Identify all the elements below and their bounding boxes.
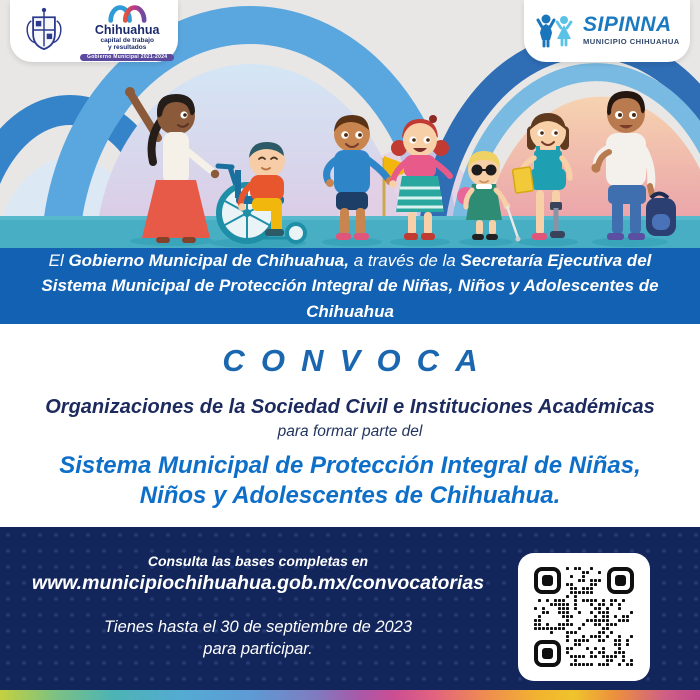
main-announcement bbox=[0, 324, 700, 527]
qr-code bbox=[518, 553, 650, 681]
chihuahua-logo-subtitle-1: capital de trabajo bbox=[100, 36, 154, 44]
footer-text-block bbox=[18, 553, 498, 661]
intro-banner bbox=[0, 248, 700, 324]
banner-bold-government: Gobierno Municipal de Chihuahua, bbox=[68, 250, 349, 270]
chihuahua-logo-ribbon: Gobierno Municipal 2021-2024 bbox=[80, 54, 174, 61]
connector-text: para formar parte del bbox=[277, 423, 423, 440]
footer-cta: Consulta las bases completas en bbox=[147, 553, 369, 569]
banner-lead: El bbox=[48, 250, 69, 270]
chihuahua-logo-card bbox=[10, 0, 178, 62]
chihuahua-logo-title: Chihuahua bbox=[94, 23, 160, 38]
system-heading: Sistema Municipal de Protección Integral de Niñas, Niños y Adolescentes de Chihuahua. bbox=[59, 452, 641, 509]
footer-url[interactable]: www.municipiochihuahua.gob.mx/convocatorias bbox=[31, 572, 485, 594]
sipinna-logo-title: SIPINNA bbox=[583, 13, 672, 37]
footer bbox=[0, 527, 700, 690]
banner-mid: a través de la bbox=[348, 250, 461, 270]
sipinna-logo-card bbox=[524, 0, 690, 62]
convoca-title: CONVOCA bbox=[222, 343, 494, 378]
qr-finder-bottom-left bbox=[534, 640, 561, 667]
chihuahua-logo-subtitle-2: y resultados bbox=[108, 44, 147, 52]
audience-heading: Organizaciones de la Sociedad Civil e Instituciones Académicas bbox=[45, 396, 655, 418]
qr-finder-top-right bbox=[607, 567, 634, 594]
sipinna-kids-icon bbox=[536, 12, 576, 48]
intro-banner-text bbox=[20, 248, 680, 325]
chihuahua-m-icon bbox=[105, 0, 149, 23]
rainbow-strip bbox=[0, 690, 700, 700]
deadline-line-2: para participar. bbox=[203, 640, 313, 659]
hero-illustration bbox=[0, 0, 700, 248]
banner-bold-secretariat: Secretaría Ejecutiva del Sistema Municipal de Protección Integral de Niñas, Niños y Adolescentes de Chihuahua bbox=[41, 250, 659, 321]
sipinna-logo-subtitle: MUNICIPIO CHIHUAHUA bbox=[583, 36, 680, 46]
qr-finder-top-left bbox=[534, 567, 561, 594]
coat-of-arms-icon bbox=[24, 5, 64, 55]
deadline-line-1: Tienes hasta el 30 de septiembre de 2023 bbox=[103, 618, 413, 636]
footer-deadline bbox=[18, 616, 498, 661]
qr-pattern bbox=[534, 567, 634, 667]
